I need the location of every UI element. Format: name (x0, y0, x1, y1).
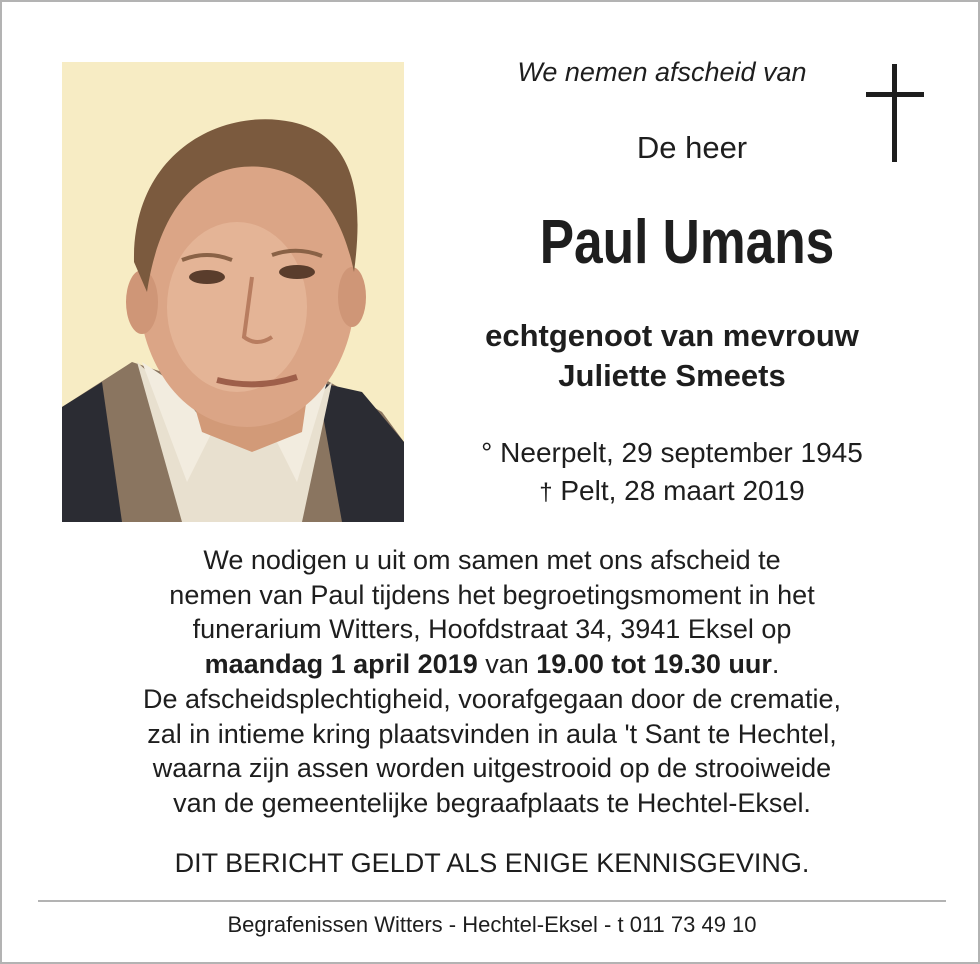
body-line-4 (22, 647, 962, 682)
divider (38, 900, 946, 902)
body-van: van (477, 649, 537, 680)
body-line-3: funerarium Witters, Hoofdstraat 34, 3941 Eksel op (192, 614, 792, 645)
body-line-2: nemen van Paul tijdens het begroetingsmoment in het (169, 579, 815, 610)
official-notice: DIT BERICHT GELDT ALS ENIGE KENNISGEVING. (174, 848, 810, 878)
spouse-line-1: echtgenoot van mevrouw (485, 318, 859, 353)
honorific: De heer (636, 130, 748, 165)
birth-date: ° Neerpelt, 29 september 1945 (481, 437, 863, 468)
dates-block (442, 434, 902, 512)
body-period: . (771, 649, 780, 680)
intro-text: We nemen afscheid van (517, 57, 807, 87)
body-line-1: We nodigen u uit om samen met ons afscheid te (203, 545, 781, 575)
invitation-text (22, 543, 962, 821)
death-date-line (442, 472, 902, 512)
spouse-block (442, 316, 902, 396)
spouse-name: Juliette Smeets (558, 358, 786, 393)
portrait-photo (62, 62, 404, 522)
funeral-home-footer: Begrafenissen Witters - Hechtel-Eksel - t 011 73 49 10 (227, 912, 757, 937)
deceased-name: Paul Umans (539, 208, 835, 277)
ceremony-date: maandag 1 april 2019 (204, 649, 478, 680)
body-line-6: zal in intieme kring plaatsvinden in aula 't Sant te Hechtel, (147, 718, 837, 749)
dagger-icon: † (539, 479, 553, 506)
death-date: Pelt, 28 maart 2019 (552, 475, 805, 506)
body-line-7: waarna zijn assen worden uitgestrooid op de strooiweide (152, 753, 832, 784)
body-line-8: van de gemeentelijke begraafplaats te Hechtel-Eksel. (173, 787, 811, 818)
ceremony-time: 19.00 tot 19.30 uur (536, 649, 772, 680)
body-line-5: De afscheidsplechtigheid, voorafgegaan door de crematie, (143, 683, 841, 714)
